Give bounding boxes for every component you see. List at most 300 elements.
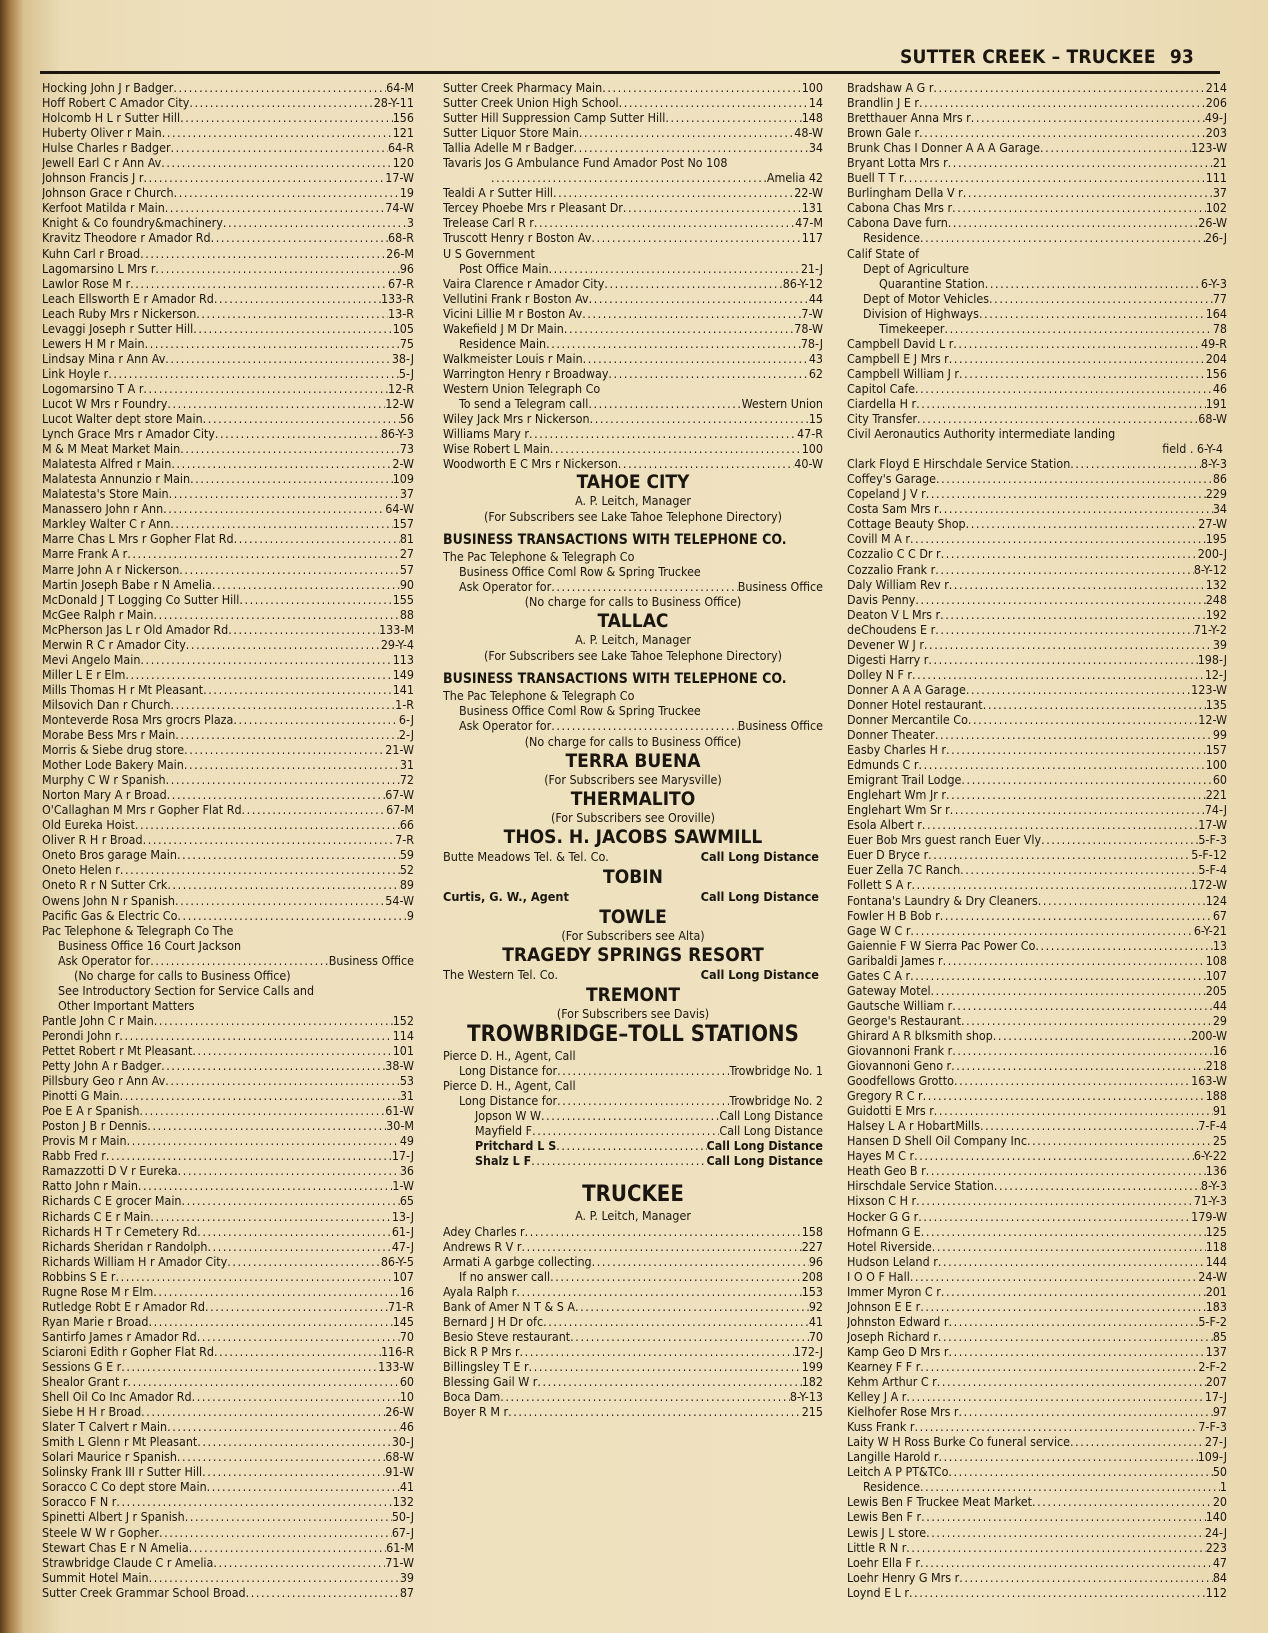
leader-dots: [936, 471, 1213, 486]
leader-dots: [1038, 893, 1206, 908]
leader-dots: [500, 1389, 790, 1404]
leader-dots: [180, 441, 400, 456]
entry-name: Cottage Beauty Shop: [847, 516, 966, 532]
listing-entry: [42, 1178, 414, 1193]
entry-number: 214: [1205, 80, 1227, 95]
entry-name: Merwin R C r Amador City: [42, 636, 186, 652]
entry-number: 57: [399, 561, 414, 577]
header-rule: [40, 71, 1220, 74]
listing-text: (No charge for calls to Business Office): [74, 967, 291, 983]
listing-entry: [42, 456, 414, 471]
entry-number: 149: [392, 666, 414, 682]
entry-number: 13-R: [388, 305, 414, 321]
listing-entry: [847, 712, 1227, 727]
entry-number: 61-J: [391, 1223, 414, 1239]
entry-number: 74-W: [385, 200, 414, 216]
leader-dots: [203, 411, 400, 426]
leader-dots: [143, 381, 388, 396]
entry-number: 50: [1212, 1464, 1227, 1480]
entry-number: 71-R: [388, 1298, 414, 1314]
entry-number: 12-J: [1204, 666, 1227, 682]
leader-dots: [246, 1585, 400, 1600]
entry-number: 200-J: [1197, 546, 1227, 562]
listing-entry: [42, 230, 414, 245]
listing-entry: [847, 1193, 1227, 1208]
listing-entry: [42, 953, 414, 968]
section-jacobs-sawmill: [443, 826, 823, 866]
listing-entry: [847, 1464, 1227, 1479]
entry-name: Devener W J r: [847, 636, 924, 652]
listing-entry: [42, 336, 414, 351]
entry-number: 140: [1205, 1509, 1227, 1525]
listing-entry: [443, 185, 823, 200]
entry-number: 86-Y-12: [782, 275, 823, 291]
entry-number: 156: [392, 110, 414, 126]
entry-name: McDonald J T Logging Co Sutter Hill: [42, 591, 240, 607]
listing-entry: [847, 953, 1227, 968]
leader-dots: [1032, 1494, 1213, 1509]
listing-entry: [42, 246, 414, 261]
listing-entry: [847, 1148, 1227, 1163]
entry-number: 153: [801, 1284, 823, 1300]
entry-name: Hoff Robert C Amador City: [42, 95, 190, 111]
section-tragedy-springs: [443, 944, 823, 984]
leader-dots: [174, 185, 400, 200]
entry-name: George's Restaurant: [847, 1012, 961, 1028]
entry-number: 81: [399, 531, 414, 547]
entry-number: 5-F-2: [1198, 1313, 1227, 1329]
listing-entry: [847, 366, 1227, 381]
listing-entry: [847, 80, 1227, 95]
leader-dots: [906, 1540, 1205, 1555]
listing-entry: [847, 1239, 1227, 1254]
leader-dots: [537, 1374, 801, 1389]
entry-name: Kravitz Theodore r Amador Rd: [42, 230, 211, 246]
entry-name: Edmunds C r: [847, 757, 919, 773]
leader-dots: [941, 1284, 1206, 1299]
leader-dots: [177, 1449, 385, 1464]
leader-dots: [166, 772, 400, 787]
listing-entry: [847, 1509, 1227, 1524]
entry-name: Laity W H Ross Burke Co funeral service: [847, 1434, 1071, 1450]
entry-name: Loehr Henry G Mrs r: [847, 1569, 960, 1585]
listing-entry: [847, 1329, 1227, 1344]
leader-dots: [916, 396, 1206, 411]
entry-number: 102: [1205, 200, 1227, 216]
entry-name: Pettet Robert r Mt Pleasant: [42, 1043, 193, 1058]
listing-entry: [42, 622, 414, 637]
entry-number: 46: [1212, 380, 1227, 396]
listing-text: Western Union Telegraph Co: [443, 380, 601, 396]
entry-name: Pillsbury Geo r Ann Av: [42, 1073, 166, 1089]
entry-name: Bradshaw A G r: [847, 80, 934, 95]
entry-number: 8-Y-13: [789, 1389, 823, 1405]
leader-dots: [1027, 1133, 1213, 1148]
entry-name: Vicini Lillie M r Boston Av: [443, 305, 583, 321]
listing-entry: [42, 742, 414, 757]
listing-entry: [443, 1314, 823, 1329]
entry-name: Stewart Chas E r N Amelia: [42, 1539, 189, 1555]
leader-dots: [904, 170, 1206, 185]
call-agent: Butte Meadows Tel. & Tel. Co.: [443, 848, 609, 864]
leader-dots: [175, 893, 385, 908]
leader-dots: [952, 1043, 1213, 1058]
listing-entry: [847, 847, 1227, 862]
entry-name: Shell Oil Co Inc Amador Rd: [42, 1389, 192, 1405]
entry-number: Call Long Distance: [706, 1137, 823, 1153]
section-tobin: [443, 866, 823, 906]
listing-entry: [42, 877, 414, 892]
leader-dots: [910, 1269, 1198, 1284]
listing-entry: [443, 1108, 823, 1123]
listing-entry: [443, 230, 823, 245]
listing-entry: [42, 592, 414, 607]
leader-dots: [951, 1058, 1206, 1073]
entry-name: Holcomb H L r Sutter Hill: [42, 110, 181, 126]
listing-entry: [42, 1254, 414, 1269]
entry-number: 15: [808, 411, 823, 427]
leader-dots: [574, 140, 809, 155]
entry-number: 86-Y-3: [380, 426, 414, 442]
entry-number: Trowbridge No. 1: [729, 1062, 823, 1078]
listing-entry: [847, 1389, 1227, 1404]
leader-dots: [966, 516, 1199, 531]
entry-number: 155: [392, 591, 414, 607]
entry-name: Pantle John C r Main: [42, 1012, 154, 1028]
entry-name: Esola Albert r: [847, 817, 922, 833]
listing-entry: [443, 1329, 823, 1344]
listing-entry: [42, 110, 414, 125]
entry-number: 113: [392, 651, 414, 667]
entry-name: Cozzalio C C Dr r: [847, 546, 941, 562]
listing-entry: [42, 772, 414, 787]
entry-number: 70: [399, 1328, 414, 1344]
entry-number: 12-R: [388, 380, 414, 396]
entry-number: 201: [1205, 1283, 1227, 1299]
entry-name: Wiley Jack Mrs r Nickerson: [443, 411, 590, 427]
listing-entry: [847, 215, 1227, 230]
leader-dots: [945, 321, 1213, 336]
leader-dots: [954, 1073, 1191, 1088]
listing-entry: [847, 1449, 1227, 1464]
entry-number: 114: [392, 1027, 414, 1043]
listing-entry: [847, 1013, 1227, 1028]
leader-dots: [175, 727, 399, 742]
entry-name: deChoudens E r: [847, 621, 936, 637]
entry-number: 38-W: [385, 1058, 414, 1074]
listing-entry: [42, 501, 414, 516]
entry-name: Leach Ruby Mrs r Nickerson: [42, 305, 197, 321]
entry-name: Euer D Bryce r: [847, 847, 929, 863]
listing-entry: [42, 1329, 414, 1344]
leader-dots: [147, 1118, 386, 1133]
entry-number: 111: [1205, 170, 1227, 186]
leader-dots: [921, 1224, 1206, 1239]
entry-number: 132: [392, 1494, 414, 1510]
entry-name: Leach Ellsworth E r Amador Rd: [42, 290, 214, 306]
entry-number: 108: [1205, 952, 1227, 968]
leader-dots: [127, 1133, 400, 1148]
leader-dots: [197, 1434, 392, 1449]
leader-dots: [185, 1509, 392, 1524]
entry-name: Mayfield F: [475, 1122, 533, 1138]
listing-entry: [443, 306, 823, 321]
listing-entry: [42, 155, 414, 170]
entry-name: Copeland J V r: [847, 486, 926, 502]
column-1: [42, 80, 414, 1600]
leader-dots: [167, 787, 386, 802]
entry-name: Robbins S E r: [42, 1268, 116, 1284]
leader-dots: [943, 953, 1206, 968]
entry-number: 67-W: [385, 787, 414, 803]
listing-entry: [847, 1314, 1227, 1329]
listing-entry: [443, 1344, 823, 1359]
leader-dots: [941, 546, 1198, 561]
leader-dots: [940, 607, 1206, 622]
entry-number: Call Long Distance: [719, 1107, 823, 1123]
listing-entry: [443, 1269, 823, 1284]
leader-dots: [184, 757, 400, 772]
entry-number: 66: [399, 817, 414, 833]
entry-number: 123-W: [1191, 140, 1227, 156]
leader-dots: [949, 1344, 1206, 1359]
listing-entry: [847, 893, 1227, 908]
entry-name: Englehart Wm Jr r: [847, 787, 946, 803]
leader-dots: [197, 1224, 392, 1239]
listing-entry: [847, 1299, 1227, 1314]
entry-number: 135: [1205, 696, 1227, 712]
entry-name: Kielhofer Rose Mrs r: [847, 1404, 959, 1420]
leader-dots: [177, 847, 400, 862]
listing-entry: [847, 1359, 1227, 1374]
listing-entry: [42, 893, 414, 908]
leader-dots: [909, 1585, 1206, 1600]
entry-name: Andrews R V r: [443, 1238, 522, 1254]
entry-number: 7-R: [395, 832, 414, 848]
entry-name: Timekeeper: [879, 320, 945, 336]
entry-name: Huberty Oliver r Main: [42, 125, 162, 141]
entry-name: Lucot Walter dept store Main: [42, 411, 203, 427]
entry-name: Kearney F F r: [847, 1358, 921, 1374]
listing-entry: [42, 1434, 414, 1449]
entry-name: Long Distance for: [459, 1062, 558, 1078]
entry-number: 206: [1205, 95, 1227, 111]
leader-dots: [665, 110, 801, 125]
entry-name: Slater T Calvert r Main: [42, 1419, 168, 1435]
listing-entry: [42, 125, 414, 140]
leader-dots: [1041, 832, 1198, 847]
leader-dots: [1040, 140, 1191, 155]
leader-dots: [120, 862, 400, 877]
entry-name: Gates C A r: [847, 967, 911, 983]
leader-dots: [604, 276, 782, 291]
trowbridge-entries: [443, 1048, 823, 1168]
leader-dots: [579, 125, 794, 140]
listing-entry: [847, 1434, 1227, 1449]
entry-name: Summit Hotel Main: [42, 1569, 149, 1585]
leader-dots: [946, 742, 1206, 757]
entry-number: 60: [399, 1374, 414, 1390]
listing-entry: [443, 1093, 823, 1108]
leader-dots: [938, 1254, 1206, 1269]
entry-number: 1-R: [395, 696, 414, 712]
entry-number: 204: [1205, 350, 1227, 366]
section-title: TRUCKEE: [582, 1181, 684, 1207]
column-2: [443, 80, 823, 1419]
listing-text: Pierce D. H., Agent, Call: [443, 1077, 576, 1093]
entry-name: Markley Walter C r Ann: [42, 516, 171, 532]
entry-name: Ask Operator for: [459, 579, 552, 595]
entry-number: 87: [399, 1584, 414, 1600]
leader-dots: [915, 381, 1213, 396]
leader-dots: [189, 1540, 386, 1555]
entry-number: 28-Y-11: [373, 95, 414, 111]
entry-name: Campbell E J Mrs r: [847, 350, 949, 366]
leader-dots: [948, 155, 1213, 170]
entry-number: Western Union: [741, 395, 823, 411]
entry-name: Ratto John r Main: [42, 1178, 138, 1194]
listing-entry: [847, 1555, 1227, 1570]
entry-name: Sutter Hill Suppression Camp Sutter Hill: [443, 110, 666, 126]
entry-name: Gregory R C r: [847, 1088, 923, 1104]
leader-dots: [963, 185, 1213, 200]
entry-name: Pacific Gas & Electric Co: [42, 907, 178, 923]
listing-entry: [42, 426, 414, 441]
entry-name: Sutter Creek Grammar School Broad: [42, 1584, 246, 1600]
leader-dots: [915, 592, 1205, 607]
entry-number: 137: [1205, 1343, 1227, 1359]
entry-name: Oneto Bros garage Main: [42, 847, 177, 863]
entry-name: M & M Meat Market Main: [42, 441, 181, 457]
leader-dots: [491, 170, 767, 185]
listing-entry: [42, 1163, 414, 1178]
listing-entry: [443, 1254, 823, 1269]
leader-dots: [532, 1123, 719, 1138]
entry-name: Lewis Ben F r: [847, 1509, 922, 1525]
entry-name: Marre Chas L Mrs r Gopher Flat Rd: [42, 531, 234, 547]
leader-dots: [234, 531, 400, 546]
leader-dots: [165, 1073, 400, 1088]
leader-dots: [922, 817, 1198, 832]
leader-dots: [508, 1404, 802, 1419]
entry-number: 7-W: [801, 305, 823, 321]
entry-number: 41: [399, 1479, 414, 1495]
entry-name: O'Callaghan M Mrs r Gopher Flat Rd: [42, 802, 242, 818]
leader-dots: [608, 366, 808, 381]
leader-dots: [918, 1209, 1191, 1224]
leader-dots: [931, 983, 1206, 998]
leader-dots: [227, 1254, 381, 1269]
entry-name: Warrington Henry r Broadway: [443, 365, 609, 381]
listing-entry: [42, 1464, 414, 1479]
leader-dots: [553, 185, 794, 200]
leader-dots: [205, 1299, 388, 1314]
entry-name: Lucot W Mrs r Foundry: [42, 395, 168, 411]
leader-dots: [939, 1449, 1198, 1464]
entry-number: 70: [808, 1329, 823, 1345]
entry-number: 116-R: [380, 1343, 414, 1359]
entry-number: 221: [1205, 787, 1227, 803]
entry-name: Miller L E r Elm: [42, 666, 126, 682]
listing-entry: [443, 396, 823, 411]
entry-number: 3: [406, 215, 414, 231]
leader-dots: [935, 727, 1213, 742]
leader-dots: [980, 1118, 1198, 1133]
listing-entry: [42, 1103, 414, 1118]
entry-name: Langille Harold r: [847, 1449, 939, 1465]
entry-name: Richards C E r Main: [42, 1208, 151, 1224]
listing-entry: [847, 1028, 1227, 1043]
entry-number: 27-J: [1204, 1434, 1227, 1450]
listing-entry: [443, 261, 823, 276]
listing-text: Dept of Agriculture: [863, 260, 969, 276]
listing-entry: [847, 667, 1227, 682]
listing-entry: [443, 1063, 823, 1078]
entry-number: Trowbridge No. 2: [729, 1092, 823, 1108]
entry-number: 14: [808, 95, 823, 111]
entry-number: 7-F-3: [1198, 1419, 1227, 1435]
entry-number: 30-J: [391, 1434, 414, 1450]
no-charge-note: (No charge for calls to Business Office): [524, 733, 742, 749]
listing-entry: [443, 1374, 823, 1389]
entry-name: Donner A A A Garage: [847, 681, 966, 697]
entry-number: 20: [1212, 1494, 1227, 1510]
entry-name: Lawlor Rose M r: [42, 275, 131, 291]
entry-name: Hofmann G E: [847, 1223, 921, 1239]
listing-entry: [443, 321, 823, 336]
page-number: 93: [1169, 46, 1194, 68]
entry-number: 145: [392, 1313, 414, 1329]
section-note: (For Subscribers see Lake Tahoe Telephone Directory): [484, 509, 782, 525]
listing-entry: [42, 1193, 414, 1208]
listing-entry: [443, 1123, 823, 1138]
leader-dots: [914, 1148, 1194, 1163]
listing-entry: [847, 862, 1227, 877]
listing-entry: [847, 607, 1227, 622]
listing-entry: [42, 1494, 414, 1509]
entry-number: 12-W: [1198, 711, 1227, 727]
listing-entry: [847, 998, 1227, 1013]
entry-number: 88: [399, 606, 414, 622]
entry-number: 59: [399, 847, 414, 863]
leader-dots: [150, 953, 329, 968]
entry-number: 60: [1212, 772, 1227, 788]
section-note: (For Subscribers see Oroville): [550, 809, 716, 825]
entry-name: Gateway Motel: [847, 982, 931, 998]
leader-dots: [588, 396, 741, 411]
entry-name: Goodfellows Grotto: [847, 1073, 954, 1089]
entry-number: 198-J: [1197, 651, 1227, 667]
entry-number: 21-W: [385, 742, 414, 758]
listing-entry: [847, 1058, 1227, 1073]
entry-name: Guidotti E Mrs r: [847, 1103, 934, 1119]
listing-entry: [847, 562, 1227, 577]
entry-name: Bick R P Mrs r: [443, 1344, 520, 1360]
entry-name: Kamp Geo D Mrs r: [847, 1343, 949, 1359]
listing-entry: [443, 351, 823, 366]
entry-name: Knight & Co foundry&machinery: [42, 215, 223, 231]
entry-number: 67-J: [391, 1524, 414, 1540]
entry-name: Bank of Amer N T & S A: [443, 1299, 575, 1315]
entry-number: 123-W: [1191, 681, 1227, 697]
entry-number: 65: [399, 1193, 414, 1209]
listing-entry: [42, 546, 414, 561]
section-title: THERMALITO: [570, 787, 696, 810]
listing-entry: [42, 441, 414, 456]
listing-entry: [42, 1073, 414, 1088]
leader-dots: [189, 95, 373, 110]
entry-name: Wise Robert L Main: [443, 441, 550, 457]
